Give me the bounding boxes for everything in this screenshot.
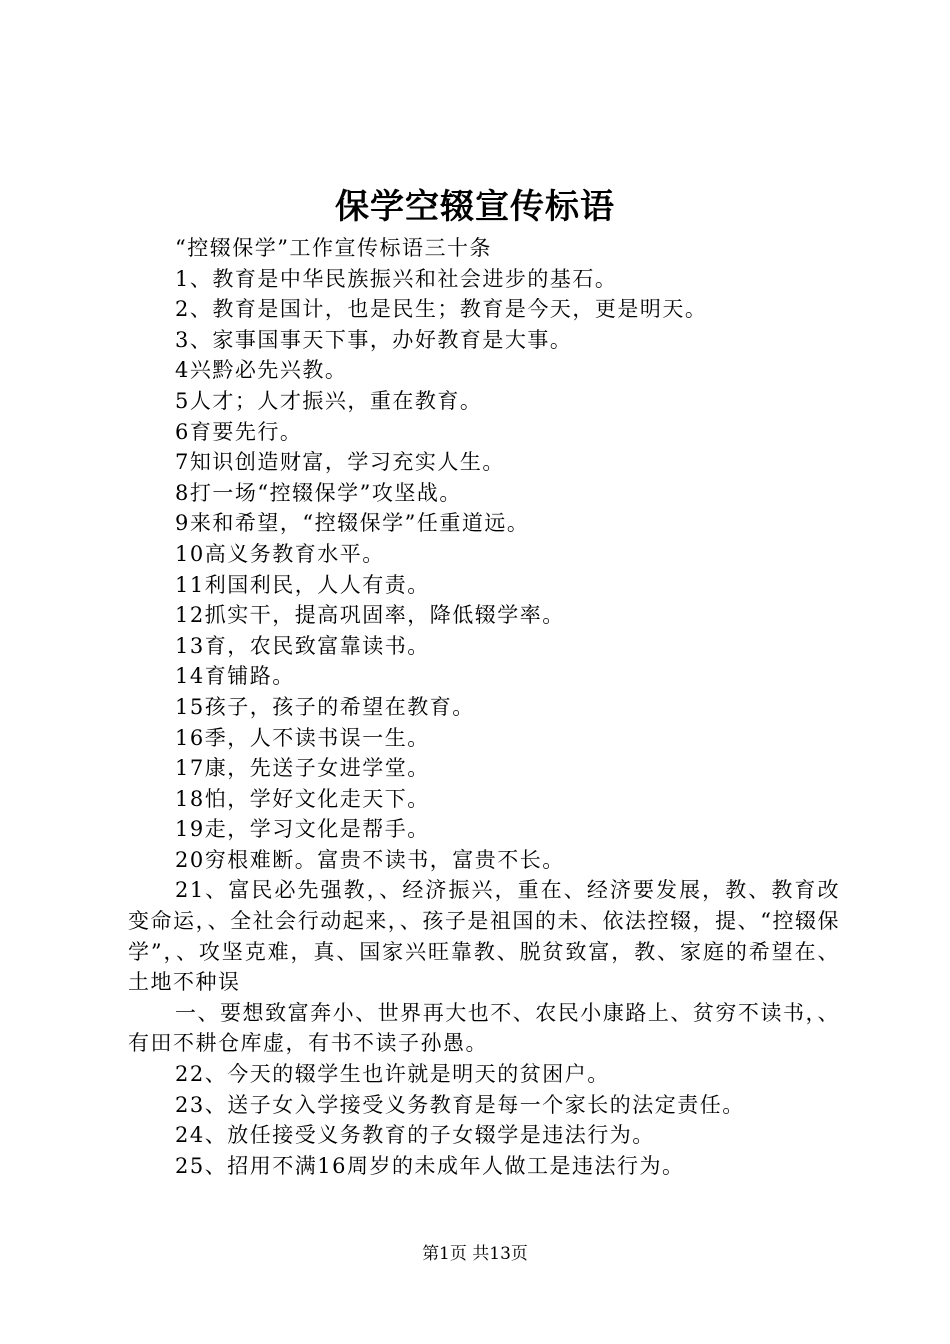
slogan-line: 18怕，学好文化走天下。 xyxy=(175,786,430,811)
slogan-line: 4兴黔必先兴教。 xyxy=(175,358,348,383)
slogan-line: 6育要先行。 xyxy=(175,419,303,444)
page-footer: 第1页 共13页 xyxy=(422,1244,528,1264)
slogan-line: 24、放任接受义务教育的子女辍学是违法行为。 xyxy=(175,1123,655,1148)
slogan-line: 22、今天的辍学生也许就是明天的贫困户。 xyxy=(175,1062,610,1087)
slogan-line: 14育铺路。 xyxy=(175,664,295,689)
document-body xyxy=(128,233,840,1181)
slogan-line: 16季，人不读书误一生。 xyxy=(175,725,430,750)
slogan-line: 8打一场“控辍保学”攻坚战。 xyxy=(175,480,462,505)
slogan-paragraph: 21、富民必先强教，、经济振兴，重在、经济要发展，教、教育改变命运，、全社会行动起来，、孩子是祖国的未、依法控辍，提、“控辍保学”，、攻坚克难，真、国家兴旺靠教、脱贫致富，教、家庭的希望在、土地不种误 xyxy=(128,878,840,995)
slogan-paragraph: 一、要想致富奔小、世界再大也不、农民小康路上、贫穷不读书，、有田不耕仓库虚，有书不读子孙愚。 xyxy=(128,1000,840,1056)
slogan-line: 9来和希望，“控辍保学”任重道远。 xyxy=(175,511,530,536)
slogan-line: 17康，先送子女进学堂。 xyxy=(175,756,430,781)
slogan-line: 10高义务教育水平。 xyxy=(175,541,385,566)
slogan-line: 15孩子，孩子的希望在教育。 xyxy=(175,694,475,719)
slogan-line: 7知识创造财富，学习充实人生。 xyxy=(175,450,505,475)
subtitle-line: “控辍保学”工作宣传标语三十条 xyxy=(175,236,492,260)
slogan-line: 23、送子女入学接受义务教育是每一个家长的法定责任。 xyxy=(175,1092,745,1117)
slogan-line: 5人才；人才振兴，重在教育。 xyxy=(175,388,483,413)
slogan-line: 12抓实干，提高巩固率，降低辍学率。 xyxy=(175,603,565,628)
slogan-line: 20穷根难断。富贵不读书，富贵不长。 xyxy=(175,847,565,872)
slogan-line: 1、教育是中华民族振兴和社会进步的基石。 xyxy=(175,266,618,291)
slogan-line: 3、家事国事天下事，办好教育是大事。 xyxy=(175,327,573,352)
slogan-line: 11利国利民，人人有责。 xyxy=(175,572,430,597)
slogan-line: 25、招用不满16周岁的未成年人做工是违法行为。 xyxy=(175,1153,685,1178)
slogan-line: 13育，农民致富靠读书。 xyxy=(175,633,430,658)
slogan-line: 19走，学习文化是帮手。 xyxy=(175,817,430,842)
slogan-line: 2、教育是国计，也是民生；教育是今天，更是明天。 xyxy=(175,297,708,322)
document-title: 保学空辍宣传标语 xyxy=(335,187,615,227)
